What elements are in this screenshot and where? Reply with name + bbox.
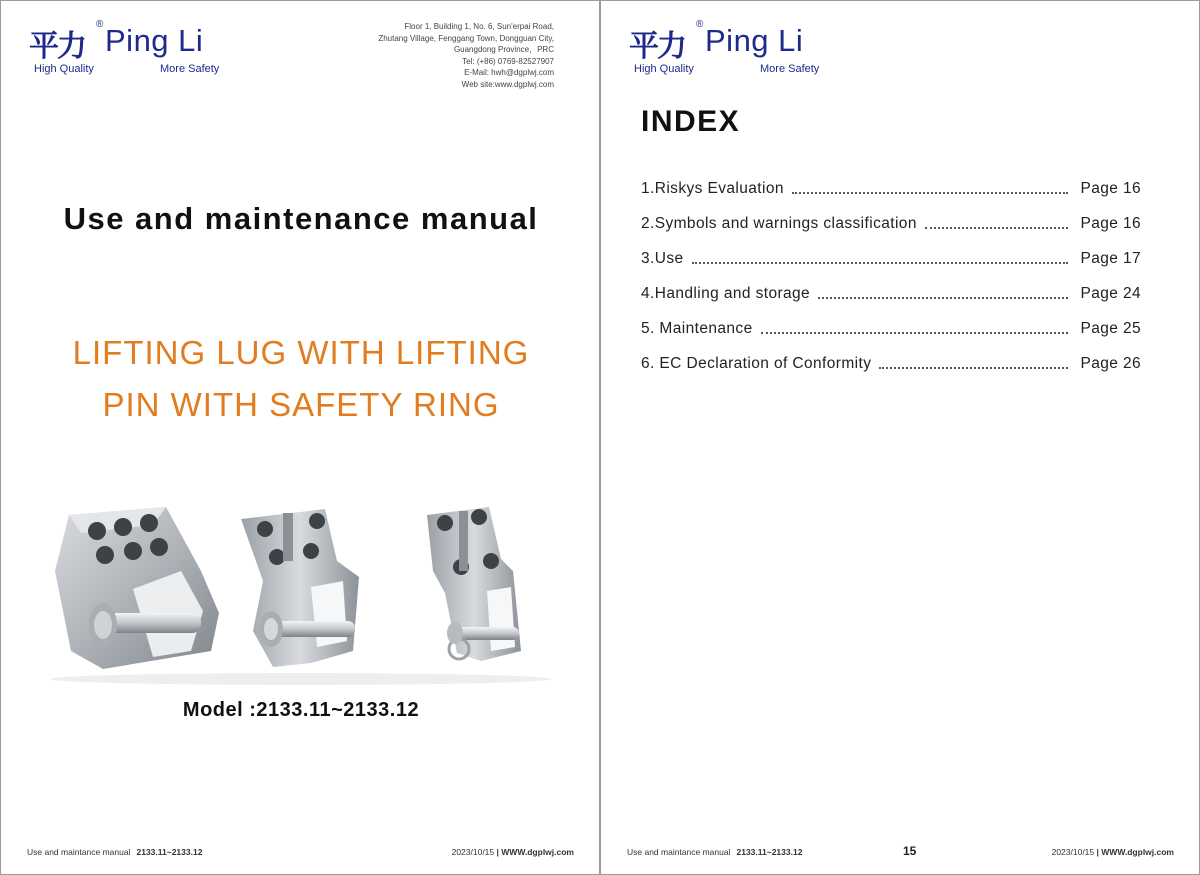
footer-left xyxy=(27,847,202,857)
index-page xyxy=(600,0,1200,875)
model-number: Model :2133.11~2133.12 xyxy=(182,699,420,721)
registered-mark: ® xyxy=(696,19,704,30)
logo-brand-name: Ping Li xyxy=(705,23,804,58)
lifting-lug-medium xyxy=(241,509,359,667)
footer-right xyxy=(452,847,574,857)
address-phone: Tel: (+86) 0769-82527907 xyxy=(462,56,554,66)
footer xyxy=(27,847,574,861)
ping-li-logo xyxy=(627,19,827,79)
address-line: Floor 1, Building 1, No. 6, Sun'erpai Road, xyxy=(404,22,554,31)
footer-model-range: 2133.11~2133.12 xyxy=(136,847,203,857)
toc-entry-ec-declaration[interactable] xyxy=(641,346,1141,381)
address-line: Zhutang Village, Fenggang Town, Dongguan City, xyxy=(378,33,554,43)
footer-right xyxy=(1052,847,1174,857)
toc-entry-page: Page 25 xyxy=(1080,319,1141,337)
product-title-line-1: LIFTING LUG WITH LIFTING xyxy=(72,334,530,371)
tagline-more-safety: More Safety xyxy=(760,63,820,75)
address-email: E-Mail: hwh@dgplwj.com xyxy=(464,68,554,77)
toc-entry-page: Page 26 xyxy=(1080,354,1141,372)
footer xyxy=(627,844,1174,861)
logo-chinese-text: 平力 xyxy=(29,29,85,64)
lifting-lug-large xyxy=(55,507,219,669)
toc-entry-maintenance[interactable] xyxy=(641,311,1141,346)
toc-entry-label: 5. Maintenance xyxy=(641,319,753,337)
page-number: 15 xyxy=(903,844,917,858)
registered-mark: ® xyxy=(96,19,104,30)
lifting-lug-product-photo xyxy=(41,501,561,686)
toc-entry-page: Page 16 xyxy=(1080,179,1141,197)
logo-chinese-text: 平力 xyxy=(629,29,685,64)
toc-entry-label: 3.Use xyxy=(641,249,684,267)
footer-website: WWW.dgplwj.com xyxy=(1101,847,1174,857)
footer-date: 2023/10/15 xyxy=(451,847,495,857)
footer-model-range: 2133.11~2133.12 xyxy=(736,847,803,857)
address-website: Web site:www.dgplwj.com xyxy=(461,79,554,89)
product-title-line-2: PIN WITH SAFETY RING xyxy=(102,386,500,423)
toc-entry-label: 2.Symbols and warnings classification xyxy=(641,214,917,232)
address-line: Guangdong Province，PRC xyxy=(453,45,554,54)
footer-date: 2023/10/15 xyxy=(1051,847,1095,857)
product-title xyxy=(1,327,600,431)
toc-entry-page: Page 24 xyxy=(1080,284,1141,302)
footer-separator: | xyxy=(496,847,499,857)
toc-entry-risk-evaluation[interactable] xyxy=(641,171,1141,206)
toc-leader-dots xyxy=(818,297,1068,299)
toc-leader-dots xyxy=(879,367,1068,369)
lifting-lug-small-with-safety-ring xyxy=(427,507,521,661)
footer-left xyxy=(627,847,802,857)
toc-entry-symbols-warnings[interactable] xyxy=(641,206,1141,241)
toc-leader-dots xyxy=(692,262,1069,264)
footer-separator: | xyxy=(1096,847,1099,857)
toc-leader-dots xyxy=(792,192,1069,194)
footer-website: WWW.dgplwj.com xyxy=(501,847,574,857)
table-of-contents xyxy=(641,171,1141,381)
toc-entry-handling-storage[interactable] xyxy=(641,276,1141,311)
toc-entry-label: 6. EC Declaration of Conformity xyxy=(641,354,872,372)
company-address xyxy=(294,21,554,90)
logo-brand-name: Ping Li xyxy=(105,23,204,58)
tagline-more-safety: More Safety xyxy=(160,63,220,75)
toc-entry-page: Page 17 xyxy=(1080,249,1141,267)
tagline-high-quality: High Quality xyxy=(34,63,94,75)
footer-manual-label: Use and maintance manual xyxy=(627,847,731,857)
toc-entry-use[interactable] xyxy=(641,241,1141,276)
toc-entry-page: Page 16 xyxy=(1080,214,1141,232)
ping-li-logo xyxy=(27,19,227,79)
toc-leader-dots xyxy=(761,332,1069,334)
tagline-high-quality: High Quality xyxy=(634,63,694,75)
manual-title: Use and maintenance manual xyxy=(63,201,539,236)
toc-entry-label: 1.Riskys Evaluation xyxy=(641,179,784,197)
index-title: INDEX xyxy=(641,105,741,138)
toc-leader-dots xyxy=(925,227,1069,229)
toc-entry-label: 4.Handling and storage xyxy=(641,284,811,302)
footer-manual-label: Use and maintance manual xyxy=(27,847,131,857)
